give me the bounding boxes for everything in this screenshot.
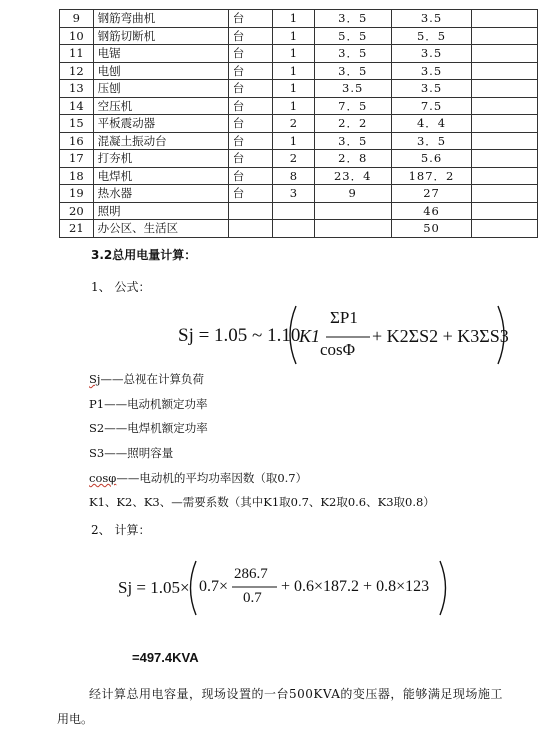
remark-cell (472, 220, 538, 238)
remark-cell (472, 80, 538, 98)
equipment-name-cell: 办公区、生活区 (93, 220, 228, 238)
equipment-name-cell: 热水器 (93, 185, 228, 203)
table-row (60, 45, 538, 63)
quantity-cell (273, 220, 314, 238)
formula2-numerator: 286.7 (234, 566, 268, 582)
definition-text: ——照明容量 (104, 446, 174, 460)
total-power-cell: 4．4 (391, 115, 471, 133)
equipment-name-cell: 压刨 (93, 80, 228, 98)
row-number-cell: 17 (60, 150, 94, 168)
unit-cell: 台 (228, 10, 272, 28)
quantity-cell: 2 (273, 150, 314, 168)
total-power-cell: 5．5 (391, 27, 471, 45)
equipment-name-cell: 空压机 (93, 97, 228, 115)
table-row (60, 62, 538, 80)
equipment-name-cell: 钢筋弯曲机 (93, 10, 228, 28)
table-row (60, 97, 538, 115)
equipment-name-cell: 钢筋切断机 (93, 27, 228, 45)
row-number-cell: 12 (60, 62, 94, 80)
unit-cell: 台 (228, 27, 272, 45)
unit-cell: 台 (228, 167, 272, 185)
row-number-cell: 19 (60, 185, 94, 203)
quantity-cell: 1 (273, 45, 314, 63)
remark-cell (472, 115, 538, 133)
quantity-cell: 8 (273, 167, 314, 185)
quantity-cell: 1 (273, 132, 314, 150)
equipment-name-cell: 电焊机 (93, 167, 228, 185)
quantity-cell: 1 (273, 80, 314, 98)
rated-power-cell: 7．5 (314, 97, 391, 115)
definition-symbol: S3 (89, 446, 105, 460)
unit-cell: 台 (228, 132, 272, 150)
remark-cell (472, 185, 538, 203)
remark-cell (472, 167, 538, 185)
formula2-rest: + 0.6×187.2 + 0.8×123 (281, 578, 430, 595)
rated-power-cell: 2．8 (314, 150, 391, 168)
equipment-name-cell: 电刨 (93, 62, 228, 80)
definition-item (89, 371, 204, 387)
rated-power-cell: 3．5 (314, 132, 391, 150)
unit-cell (228, 202, 272, 220)
conclusion-line-2: 用电。 (57, 712, 94, 726)
equipment-name-cell: 电锯 (93, 45, 228, 63)
table-row (60, 132, 538, 150)
table-row (60, 185, 538, 203)
total-power-cell: 3.5 (391, 10, 471, 28)
definition-text: ——电动机额定功率 (104, 397, 208, 411)
equipment-name-cell: 照明 (93, 202, 228, 220)
unit-cell: 台 (228, 80, 272, 98)
formula2-denominator: 0.7 (243, 590, 262, 606)
row-number-cell: 11 (60, 45, 94, 63)
remark-cell (472, 202, 538, 220)
equipment-name-cell: 打夯机 (93, 150, 228, 168)
quantity-cell: 3 (273, 185, 314, 203)
table-row (60, 167, 538, 185)
formula1-rest: + K2ΣS2 + K3ΣS3 (372, 326, 509, 346)
unit-cell: 台 (228, 45, 272, 63)
row-number-cell: 13 (60, 80, 94, 98)
row-number-cell: 16 (60, 132, 94, 150)
definition-item (89, 445, 173, 461)
table-row (60, 80, 538, 98)
row-number-cell: 14 (60, 97, 94, 115)
remark-cell (472, 150, 538, 168)
k-coefficient-note: K1、K2、K3、—需要系数（其中K1取0.7、K2取0.6、K3取0.8） (89, 495, 435, 509)
remark-cell (472, 10, 538, 28)
rated-power-cell: 5．5 (314, 27, 391, 45)
unit-cell: 台 (228, 150, 272, 168)
remark-cell (472, 62, 538, 80)
row-number-cell: 20 (60, 202, 94, 220)
step1-label: 1、 公式： (91, 280, 151, 294)
definition-symbol: Sj (89, 372, 101, 386)
row-number-cell: 10 (60, 27, 94, 45)
table-row (60, 27, 538, 45)
total-power-cell: 3.5 (391, 45, 471, 63)
definition-symbol: cosφ (89, 471, 117, 485)
definition-symbol: S2 (89, 421, 105, 435)
equipment-name-cell: 混凝土振动台 (93, 132, 228, 150)
step2-label: 2、 计算： (91, 523, 151, 537)
section-title: 3.2总用电量计算： (91, 248, 197, 262)
row-number-cell: 15 (60, 115, 94, 133)
quantity-cell: 2 (273, 115, 314, 133)
table-row (60, 10, 538, 28)
rated-power-cell (314, 220, 391, 238)
equipment-table (59, 9, 538, 238)
row-number-cell: 9 (60, 10, 94, 28)
total-power-cell: 3.5 (391, 62, 471, 80)
definition-text: ——电焊机额定功率 (104, 421, 208, 435)
total-power-cell: 7.5 (391, 97, 471, 115)
definition-text: ——电动机的平均功率因数（取0.7） (116, 471, 308, 485)
unit-cell: 台 (228, 185, 272, 203)
remark-cell (472, 97, 538, 115)
rated-power-cell: 3．5 (314, 10, 391, 28)
unit-cell: 台 (228, 97, 272, 115)
formula1-cos-phi: cosΦ (320, 340, 356, 359)
row-number-cell: 18 (60, 167, 94, 185)
definition-text: ——总视在计算负荷 (100, 372, 204, 386)
unit-cell: 台 (228, 115, 272, 133)
definition-item (89, 470, 307, 486)
rated-power-cell: 2．2 (314, 115, 391, 133)
rated-power-cell: 23．4 (314, 167, 391, 185)
row-number-cell: 21 (60, 220, 94, 238)
table-row (60, 150, 538, 168)
table-row (60, 220, 538, 238)
formula1-k1: K1 (299, 326, 321, 346)
quantity-cell: 1 (273, 62, 314, 80)
rated-power-cell: 3．5 (314, 45, 391, 63)
definition-symbol: P1 (89, 397, 105, 411)
total-power-cell: 187．2 (391, 167, 471, 185)
table-row (60, 202, 538, 220)
total-power-cell: 50 (391, 220, 471, 238)
remark-cell (472, 27, 538, 45)
rated-power-cell: 9 (314, 185, 391, 203)
rated-power-cell: 3．5 (314, 62, 391, 80)
definition-item (89, 396, 208, 412)
formula2-lhs: Sj = 1.05× (118, 578, 190, 597)
conclusion-line-1: 经计算总用电容量，现场设置的一台500KVA的变压器，能够满足现场施工 (89, 687, 503, 701)
formula1-lhs: Sj = 1.05 ~ 1.10 (178, 325, 301, 346)
rated-power-cell (314, 202, 391, 220)
rated-power-cell: 3.5 (314, 80, 391, 98)
unit-cell: 台 (228, 62, 272, 80)
remark-cell (472, 132, 538, 150)
unit-cell (228, 220, 272, 238)
remark-cell (472, 45, 538, 63)
calculation-result: =497.4KVA (132, 650, 199, 665)
total-power-cell: 3．5 (391, 132, 471, 150)
quantity-cell: 1 (273, 10, 314, 28)
formula1-sum-p1: ΣP1 (330, 308, 358, 327)
total-power-cell: 3.5 (391, 80, 471, 98)
formula2-coef1: 0.7× (199, 578, 229, 595)
total-power-cell: 27 (391, 185, 471, 203)
definition-item (89, 420, 208, 436)
quantity-cell: 1 (273, 27, 314, 45)
equipment-name-cell: 平板震动器 (93, 115, 228, 133)
table-row (60, 115, 538, 133)
total-power-cell: 46 (391, 202, 471, 220)
quantity-cell: 1 (273, 97, 314, 115)
quantity-cell (273, 202, 314, 220)
total-power-cell: 5.6 (391, 150, 471, 168)
